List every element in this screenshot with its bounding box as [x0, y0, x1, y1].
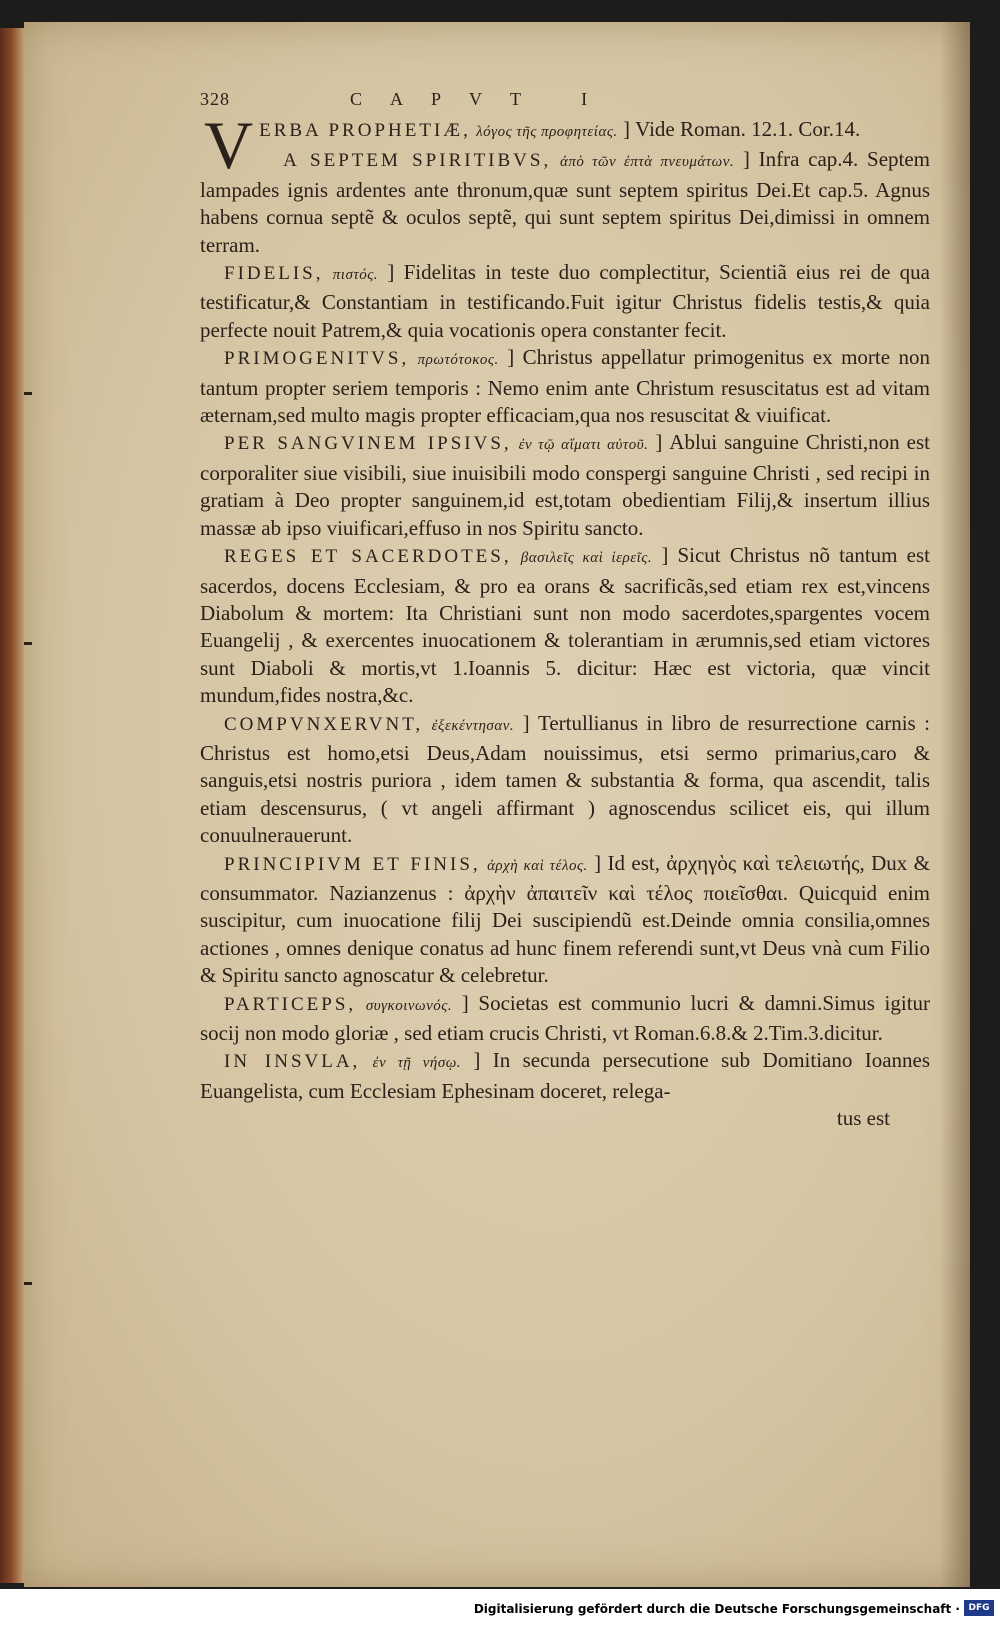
paragraph [200, 146, 930, 259]
paragraph [200, 990, 930, 1048]
lemma: PRINCIPIVM ET FINIS, [224, 853, 481, 875]
paragraph [200, 259, 930, 344]
lemma: COMPVNXERVNT, [224, 713, 424, 735]
running-title: CAPVT I [350, 89, 616, 109]
paragraph-text: ] Vide Roman. 12.1. Cor.14. [622, 117, 861, 141]
gutter-mark [24, 1282, 32, 1285]
paragraph-text: ] Societas est communio lucri & damni.Simus igitur socij non modo gloriæ , sed etiam crucis Christi, vt Roman.6.8.& 2.Tim.3.dicitur. [200, 990, 931, 1045]
greek-gloss: πρωτότοκος. [417, 352, 499, 369]
footer-bar [0, 1589, 1000, 1625]
catchword: tus est [836, 1106, 890, 1131]
page-number: 328 [200, 89, 230, 109]
greek-gloss: πιστός. [332, 267, 379, 284]
dfg-logo-icon: DFG [964, 1600, 994, 1616]
paragraph [200, 710, 930, 850]
lemma: REGES ET SACERDOTES, [224, 546, 512, 568]
paragraph-text: ] Fidelitas in teste duo complectitur, Scientiã eius rei de qua testificatur,& Constantiam in testificando.Fuit igitur Christus fidelis testis,& quia perfecte nouit Patrem,& quia vocationis opera constanter fecit. [200, 260, 931, 342]
paragraph-text: ] Sicut Christus nõ tantum est sacerdos, docens Ecclesiam, & pro ea orans & sacrificãs,sed etiam rex est,vincens Diabolum & mortem: Ita Christiani sunt non modo sacerdotes,spargentes vocem Euangelij , & exercentes inuocationem & tolerantiam in ærumnis,sed etiam victores sunt Diaboli & mortis,vt 1.Ioannis 5. dicitur: Hæc est victoria, quæ vincit mundum,fides nostra,&c. [200, 543, 930, 708]
paragraph-text: ] Tertullianus in libro de resurrectione carnis : Christus est homo,etsi Deus,Adam nouissimus, etsi sermo primarius,caro & sanguis,etsi nostris puriora , idem tamen & substantia & forma, qua ascendit, talis etiam descensurus, ( vt angeli affirmant ) agnoscendus scilicet eis, qui illum conuulnerauerunt. [200, 710, 930, 848]
drop-cap: V [204, 107, 254, 183]
greek-gloss: ἐν τῇ νήσῳ. [372, 1055, 462, 1072]
book-edge [0, 28, 26, 1583]
paragraph-text: ] Christus appellatur primogenitus ex morte non tantum propter seriem temporis : Nemo enim ante Christum resuscitatus est ad vitam æternam,sed multo magis propter efficaciam,qua nos resuscitat & viuificat. [200, 345, 931, 428]
paragraph [200, 344, 930, 429]
paragraph-text: ] In secunda persecutione sub Domitiano Ioannes Euangelista, cum Ecclesiam Ephesinam doceret, relega- [200, 1048, 931, 1103]
lemma: A SEPTEM SPIRITIBVS, [283, 150, 552, 172]
lemma: PARTICEPS, [224, 993, 357, 1015]
paragraph-text: ] Infra cap.4. Septem lampades ignis ardentes ante thronum,quæ sunt septem spiritus Dei.Et cap.5. Agnus habens cornua septẽ & oculos septẽ, qui sunt septem spiritus Dei,dimissi in omnem terram. [200, 147, 931, 257]
paragraph [200, 429, 930, 542]
gutter-mark [24, 392, 32, 395]
paragraph [200, 850, 930, 990]
greek-gloss: ἐν τῷ αἵματι αὐτοῦ. [518, 437, 649, 454]
lemma: ERBA PROPHETIÆ, [259, 120, 471, 141]
paragraph [200, 542, 930, 709]
greek-gloss: βασιλεῖς καὶ ἱερεῖς. [520, 550, 653, 567]
lemma: FIDELIS, [224, 263, 324, 285]
lemma: PER SANGVINEM IPSIVS, [224, 433, 512, 455]
gutter-mark [24, 642, 32, 645]
lemma: IN INSVLA, [224, 1051, 361, 1073]
text-block [200, 86, 930, 1133]
greek-gloss: ἀπὸ τῶν ἑπτὰ πνευμάτων. [559, 154, 735, 171]
funding-credit: Digitalisierung gefördert durch die Deutsche Forschungsgemeinschaft · [473, 1602, 960, 1616]
page-header [200, 86, 930, 116]
paragraph [200, 1047, 930, 1105]
lemma: PRIMOGENITVS, [224, 348, 410, 370]
greek-gloss: λόγος τῆς προφητείας. [476, 124, 618, 140]
paragraph-text: ] Ablui sanguine Christi,non est corporaliter siue visibili, siue inuisibili modo conspergi sanguine Christi , sed recipi in gratiam à Deo propter sanguinem,id est,totam obedientiam Filij,& insertum illius massæ ab ipso viuificari,effuso in nos Spiritu sancto. [200, 430, 930, 540]
greek-gloss: ἀρχὴ καὶ τέλος. [487, 857, 588, 874]
paragraph-text: ] Id est, ἀρχηγὸς καὶ τελειωτής, Dux & consummator. Nazianzenus : ἀρχὴν ἀπαιτεῖν καὶ τέλος ποιεῖσθαι. Quicquid enim suscipitur, cum inuocatione filij Dei suscipiendũ est.Deinde omnia consilia,omnes actiones , omnes denique conatus ad hunc finem referendi sunt,vt Deus vnà cum Filio & Spiritu sancto agnoscatur & celebretur. [200, 850, 930, 988]
greek-gloss: συγκοινωνός. [365, 997, 453, 1014]
greek-gloss: ἐξεκέντησαν. [431, 717, 515, 734]
